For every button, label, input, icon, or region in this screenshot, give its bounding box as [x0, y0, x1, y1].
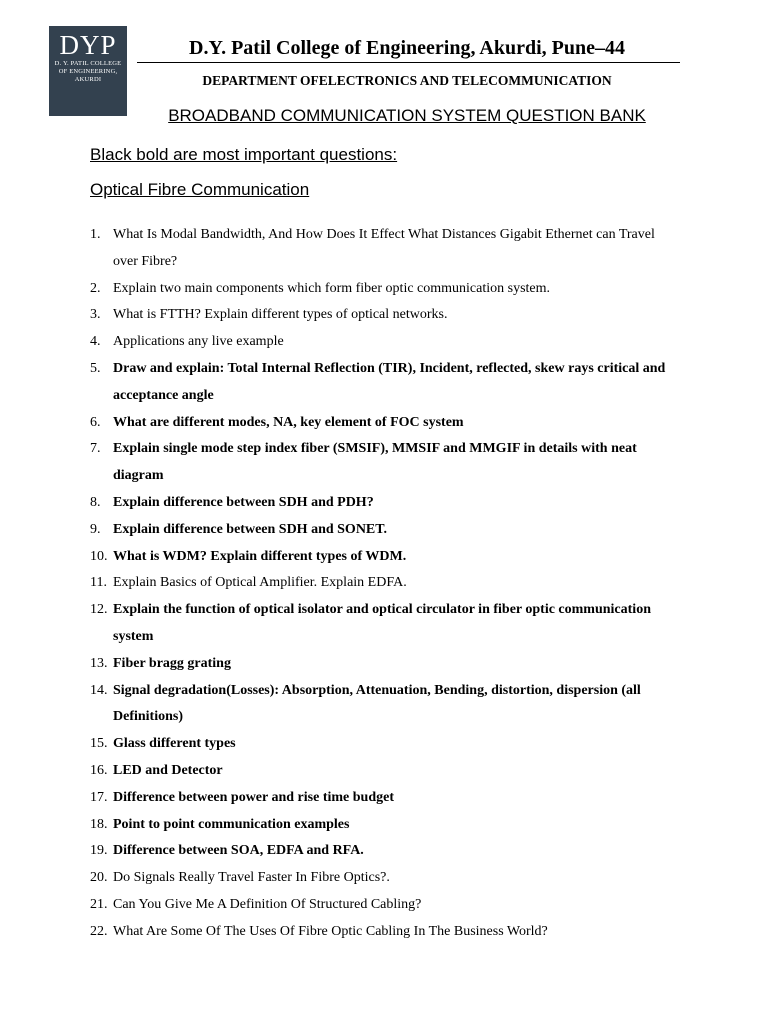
question-text: Fiber bragg grating [113, 655, 231, 671]
question-text: Explain single mode step index fiber (SMSIF), MMSIF and MMGIF in details with neat diagram [113, 441, 637, 484]
question-number: 22. [90, 923, 108, 939]
question-item [90, 410, 670, 437]
question-text: Signal degradation(Losses): Absorption, Attenuation, Bending, distortion, dispersion (all Definitions) [113, 682, 641, 725]
question-text: Explain the function of optical isolator and optical circulator in fiber optic communication system [113, 602, 651, 644]
importance-note: Black bold are most important questions: [90, 145, 398, 164]
question-bank-title: BROADBAND COMMUNICATION SYSTEM QUESTION BANK [168, 106, 646, 125]
question-text: What Are Some Of The Uses Of Fibre Optic Cabling In The Business World? [113, 923, 548, 939]
question-text: Can You Give Me A Definition Of Structured Cabling? [113, 896, 422, 912]
question-text: Difference between SOA, EDFA and RFA. [113, 843, 364, 859]
question-number: 12. [90, 602, 108, 618]
question-text: What is FTTH? Explain different types of optical networks. [113, 307, 448, 323]
question-text: Glass different types [113, 736, 236, 752]
question-item [90, 731, 670, 758]
question-item [90, 919, 670, 946]
question-number: 10. [90, 548, 108, 564]
question-item [90, 597, 670, 651]
question-item [90, 838, 670, 865]
question-text: Point to point communication examples [113, 816, 350, 832]
question-number: 2. [90, 280, 101, 296]
question-item [90, 356, 670, 410]
question-item [90, 785, 670, 812]
question-number: 7. [90, 441, 101, 457]
question-text: Difference between power and rise time budget [113, 789, 394, 805]
question-text: LED and Detector [113, 762, 223, 778]
question-item [90, 865, 670, 892]
question-number: 4. [90, 334, 101, 350]
question-text: Draw and explain: Total Internal Reflection (TIR), Incident, reflected, skew rays critical and acceptance angle [113, 360, 666, 403]
question-number: 14. [90, 682, 108, 698]
question-text: What are different modes, NA, key element of FOC system [113, 414, 464, 430]
logo-line-2: OF ENGINEERING, [58, 68, 118, 75]
question-number: 17. [90, 789, 108, 805]
question-number: 5. [90, 360, 101, 376]
question-number: 6. [90, 414, 101, 430]
question-text: Explain difference between SDH and PDH? [113, 494, 374, 510]
question-number: 20. [90, 870, 108, 886]
question-number: 13. [90, 655, 108, 671]
question-text: Explain difference between SDH and SONET. [113, 521, 388, 537]
question-item [90, 651, 670, 678]
question-number: 19. [90, 843, 108, 859]
question-number: 18. [90, 816, 108, 832]
question-number: 1. [90, 227, 101, 242]
question-item [90, 276, 670, 303]
question-number: 16. [90, 762, 108, 778]
question-item [90, 517, 670, 544]
question-number: 11. [90, 575, 107, 591]
question-text: Do Signals Really Travel Faster In Fibre Optics?. [113, 870, 390, 886]
question-item [90, 302, 670, 329]
question-item [90, 570, 670, 597]
question-item [90, 329, 670, 356]
question-text: Explain two main components which form fiber optic communication system. [113, 280, 551, 296]
college-name: D.Y. Patil College of Engineering, Akurdi, Pune–44 [189, 37, 625, 59]
question-item [90, 222, 670, 276]
question-number: 8. [90, 494, 101, 510]
question-number: 3. [90, 307, 101, 323]
question-item [90, 436, 670, 490]
question-number: 21. [90, 896, 108, 912]
question-number: 15. [90, 736, 108, 752]
question-item [90, 892, 670, 919]
question-number: 9. [90, 521, 101, 537]
question-item [90, 544, 670, 571]
question-text: What Is Modal Bandwidth, And How Does It Effect What Distances Gigabit Ethernet can Travel over Fibre? [113, 227, 655, 269]
question-text: What is WDM? Explain different types of WDM. [113, 548, 407, 564]
section-heading: Optical Fibre Communication [90, 180, 310, 199]
logo-line-3: AKURDI [74, 76, 102, 83]
question-text: Applications any live example [113, 334, 284, 350]
question-item [90, 812, 670, 839]
question-item [90, 490, 670, 517]
question-list [90, 222, 670, 946]
college-logo [49, 26, 127, 116]
question-item [90, 758, 670, 785]
question-item [90, 678, 670, 732]
logo-mark: DYP [59, 30, 117, 60]
header-rule [137, 62, 680, 63]
question-text: Explain Basics of Optical Amplifier. Explain EDFA. [113, 575, 407, 591]
department-name: DEPARTMENT OFELECTRONICS AND TELECOMMUNICATION [202, 73, 612, 88]
logo-line-1: D. Y. PATIL COLLEGE [54, 60, 122, 67]
